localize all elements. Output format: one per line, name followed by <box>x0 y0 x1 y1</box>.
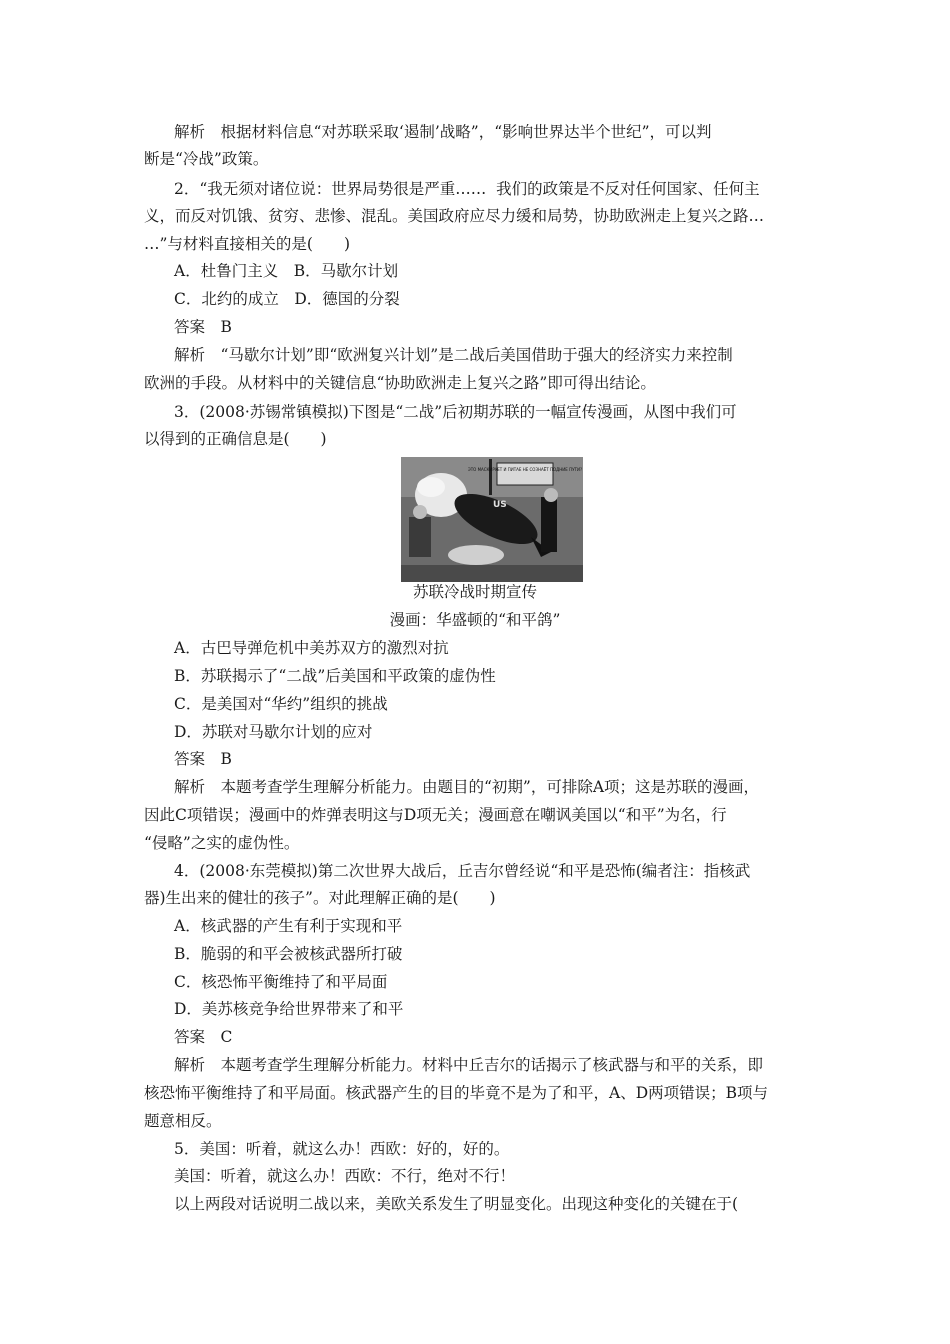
question-2: 2．“我无须对诸位说：世界局势很是严重…… 我们的政策是不反对任何国家、任何主 <box>174 180 760 198</box>
question-5-stem: 以上两段对话说明二战以来，美欧关系发生了明显变化。出现这种变化的关键在于( <box>174 1195 739 1213</box>
figure-caption-line2: 漫画：华盛顿的“和平鸽” <box>389 611 561 629</box>
q3-answer: 答案 B <box>174 750 232 768</box>
q4-option-a: A．核武器的产生有利于实现和平 <box>174 917 403 935</box>
figure-caption-line1: 苏联冷战时期宣传 <box>412 583 537 601</box>
q2-analysis-cont: 欧洲的手段。从材料中的关键信息“协助欧洲走上复兴之路”即可得出结论。 <box>144 374 656 392</box>
q4-analysis-cont2: 题意相反。 <box>144 1112 222 1130</box>
q2-analysis: 解析 “马歇尔计划”即“欧洲复兴计划”是二战后美国借助于强大的经济实力来控制 <box>174 346 733 364</box>
q3-option-b: B．苏联揭示了“二战”后美国和平政策的虚伪性 <box>174 667 496 685</box>
bomb-label: US <box>493 500 507 510</box>
q2-options-cd: C．北约的成立 D．德国的分裂 <box>174 290 400 308</box>
q4-analysis: 解析 本题考查学生理解分析能力。材料中丘吉尔的话揭示了核武器与和平的关系，即 <box>174 1056 764 1074</box>
q4-option-c: C．核恐怖平衡维持了和平局面 <box>174 973 388 991</box>
question-3: 3．(2008·苏锡常镇模拟)下图是“二战”后初期苏联的一幅宣传漫画，从图中我们可 <box>174 403 737 421</box>
question-4-cont: 器)生出来的健壮的孩子”。对此理解正确的是( ) <box>144 889 496 907</box>
q2-options-ab: A．杜鲁门主义 B．马歇尔计划 <box>174 262 399 280</box>
q3-option-a: A．古巴导弹危机中美苏双方的激烈对抗 <box>174 639 449 657</box>
question-3-cont: 以得到的正确信息是( ) <box>144 430 327 448</box>
question-5-dialog2: 美国：听着，就这么办！西欧：不行，绝对不行！ <box>174 1167 516 1185</box>
q3-option-c: C．是美国对“华约”组织的挑战 <box>174 695 388 713</box>
q4-option-b: B．脆弱的和平会被核武器所打破 <box>174 945 403 963</box>
analysis-q1-cont: 断是“冷战”政策。 <box>144 150 269 168</box>
question-2-cont2: …”与材料直接相关的是( ) <box>144 235 351 253</box>
q4-answer: 答案 C <box>174 1028 233 1046</box>
q2-answer: 答案 B <box>174 318 232 336</box>
question-5: 5．美国：听着，就这么办！西欧：好的，好的。 <box>174 1140 510 1158</box>
q3-option-d: D．苏联对马歇尔计划的应对 <box>174 723 373 741</box>
soviet-cartoon-image <box>401 457 583 582</box>
analysis-q1: 解析 根据材料信息“对苏联采取‘遏制’战略”，“影响世界达半个世纪”，可以判 <box>174 123 712 141</box>
question-4: 4．(2008·东莞模拟)第二次世界大战后，丘吉尔曾经说“和平是恐怖(编者注：指核武 <box>174 862 751 880</box>
question-2-cont1: 义，而反对饥饿、贫穷、悲惨、混乱。美国政府应尽力缓和局势，协助欧洲走上复兴之路… <box>144 207 765 225</box>
q3-analysis-cont1: 因此C项错误；漫画中的炸弹表明这与D项无关；漫画意在嘲讽美国以“和平”为名，行 <box>144 806 727 824</box>
cartoon-sign-text: ЭТО МАСКИРУЕТ И ПИТАЕ НЕ СОЗНАЁТ ПОДНИЕ ПУТИ? <box>467 467 583 472</box>
q3-analysis: 解析 本题考查学生理解分析能力。由题目的“初期”，可排除A项；这是苏联的漫画， <box>174 778 760 796</box>
q3-analysis-cont2: “侵略”之实的虚伪性。 <box>144 834 300 852</box>
q4-option-d: D．美苏核竞争给世界带来了和平 <box>174 1000 404 1018</box>
q4-analysis-cont1: 核恐怖平衡维持了和平局面。核武器产生的目的毕竟不是为了和平，A、D两项错误；B项与 <box>144 1084 769 1102</box>
